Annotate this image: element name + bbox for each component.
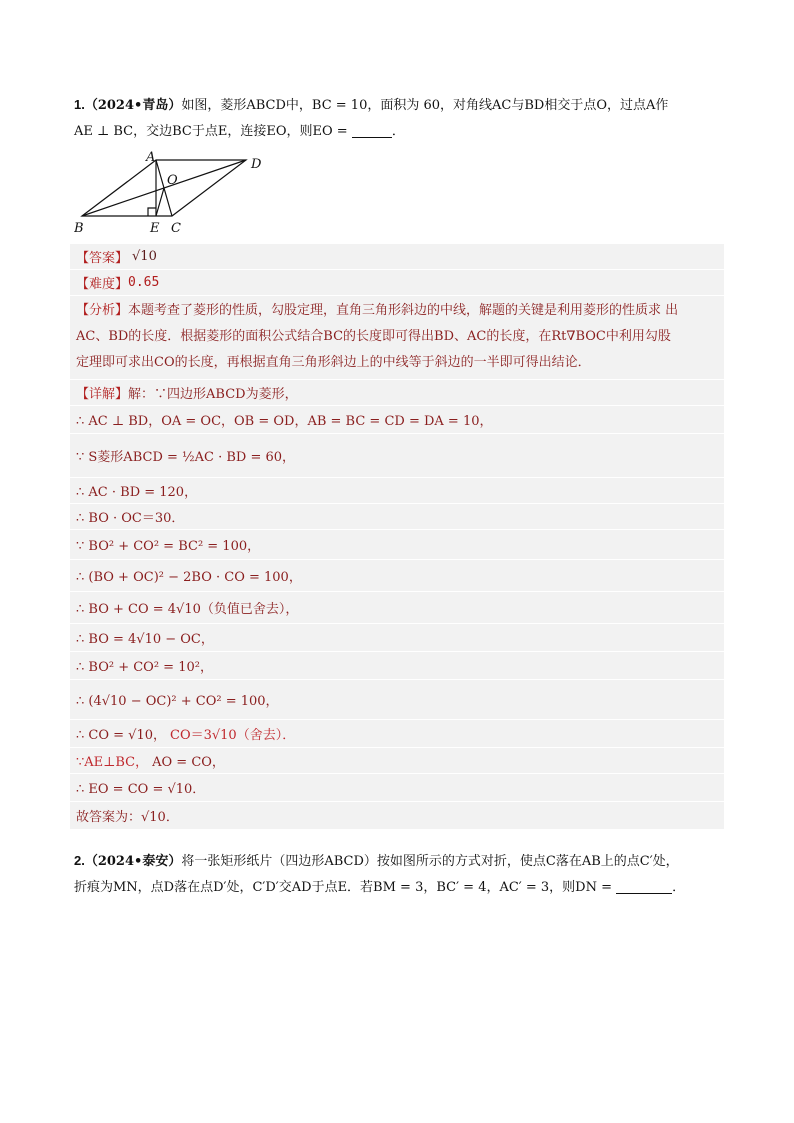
- solution-block: [70, 244, 724, 830]
- answer-row: [70, 244, 724, 270]
- rhombus-figure: [74, 150, 284, 238]
- analysis-line-3: 定理即可求出CO的长度，再根据直角三角形斜边上的中线等于斜边的一半即可得出结论．: [76, 355, 591, 370]
- solution-step: ∵ BO² + CO² = BC² = 100，: [70, 530, 724, 560]
- answer-blank: [352, 123, 392, 138]
- label-d: D: [251, 157, 262, 172]
- solution-step: ∴ AC ⊥ BD，OA = OC，OB = OD，AB = BC = CD = DA = 10，: [70, 406, 724, 434]
- question-text: 如图，菱形ABCD中，BC = 10，面积为 60，对角线AC与BD相交于点O，过点A作: [181, 98, 669, 113]
- question-2-line-2: [74, 875, 724, 901]
- detail-row: [70, 380, 724, 406]
- solution-step: ∴ EO = CO = √10．: [70, 774, 724, 802]
- question-number: 1.: [74, 97, 85, 112]
- solution-step: ∴ AC · BD = 120，: [70, 478, 724, 504]
- label-o: O: [167, 173, 178, 188]
- question-text-end: ．: [391, 124, 405, 139]
- question-number: 2.: [74, 853, 85, 868]
- question-source: （2024•泰安）: [84, 854, 182, 869]
- answer-value: √10: [132, 249, 157, 264]
- solution-step: ∴ BO · OC＝30．: [70, 504, 724, 530]
- solution-step: ∴ BO = 4√10 − OC，: [70, 624, 724, 652]
- step-ae-part-a: ∵AE⊥BC，: [76, 755, 149, 770]
- segment-eo: [156, 188, 164, 216]
- analysis-tag: 【分析】: [76, 303, 129, 318]
- label-e: E: [150, 221, 160, 236]
- solution-step: ∴ (4√10 − OC)² + CO² = 100，: [70, 680, 724, 720]
- detail-intro: 解：∵四边形ABCD为菱形，: [128, 387, 298, 402]
- question-text: 折痕为MN，点D落在点D′处，C′D′交AD于点E．若BM = 3，BC′ = 4，AC′ = 3，则DN =: [74, 880, 613, 895]
- question-2-line-1: [74, 848, 724, 875]
- solution-step: ∴ BO + CO = 4√10（负值已舍去），: [70, 592, 724, 624]
- solution-step: ∴ (BO + OC)² − 2BO · CO = 100，: [70, 560, 724, 592]
- question-1-line-2: [74, 119, 724, 145]
- final-answer: 故答案为：√10．: [70, 802, 724, 830]
- solution-step: ∵ S菱形ABCD = ½AC · BD = 60，: [70, 434, 724, 478]
- step-co-part-b: CO＝3√10（舍去）．: [170, 728, 296, 743]
- right-angle-mark: [148, 208, 156, 216]
- question-1-line-1: [74, 92, 724, 119]
- question-2: [74, 848, 724, 901]
- analysis-row: [70, 296, 724, 380]
- answer-blank: [616, 879, 672, 894]
- label-c: C: [171, 221, 181, 236]
- solution-step-ae: [70, 748, 724, 774]
- answer-tag: 【答案】: [76, 251, 129, 266]
- analysis-text: 本题考查了菱形的性质，勾股定理，直角三角形斜边的中线，解题的关键是利用菱形的性质求 出: [128, 303, 679, 318]
- question-1: [74, 92, 724, 145]
- question-text: 将一张矩形纸片（四边形ABCD）按如图所示的方式对折，使点C落在AB上的点C′处，: [181, 854, 679, 869]
- question-source: （2024•青岛）: [84, 98, 182, 113]
- step-ae-part-b: AO = CO，: [152, 755, 225, 770]
- analysis-line-2: AC、BD的长度．根据菱形的面积公式结合BC的长度即可得出BD、AC的长度，在Rt∇BOC中利用勾股: [76, 329, 671, 344]
- difficulty-tag: 【难度】: [76, 277, 129, 292]
- solution-step-co: [70, 720, 724, 748]
- label-a: A: [146, 150, 156, 165]
- difficulty-value: 0.65: [128, 275, 160, 290]
- difficulty-row: [70, 270, 724, 296]
- analysis-line-1: [76, 298, 718, 324]
- question-text: AE ⊥ BC，交边BC于点E，连接EO，则EO =: [74, 124, 348, 139]
- label-b: B: [74, 221, 84, 236]
- step-co-part-a: ∴ CO = √10，: [76, 728, 166, 743]
- question-text-end: ．: [672, 880, 686, 895]
- detail-tag: 【详解】: [76, 387, 129, 402]
- solution-step: ∴ BO² + CO² = 10²，: [70, 652, 724, 680]
